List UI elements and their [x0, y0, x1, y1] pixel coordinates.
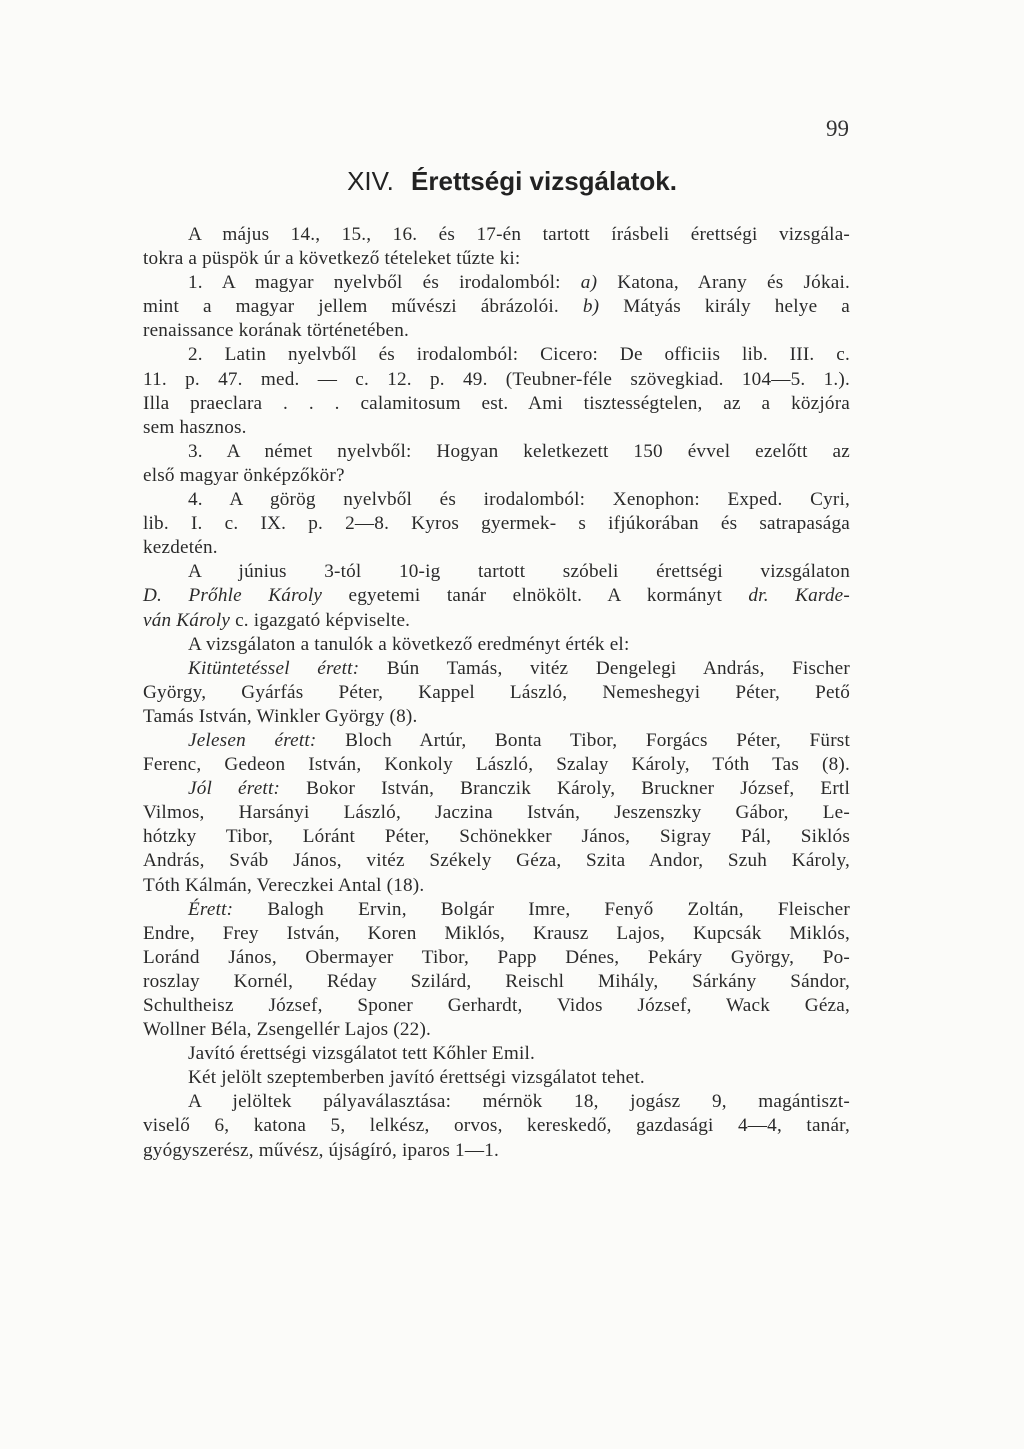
text-run: viselő 6, katona 5, lelkész, orvos, kereskedő, gazdasági 4—4, tanár,: [143, 1115, 850, 1137]
text-line: [143, 536, 850, 560]
text-line: [143, 633, 850, 657]
text-line: [143, 1114, 850, 1138]
text-run: Bokor István, Branczik Károly, Bruckner József, Ertl: [280, 778, 850, 800]
text-run: c. igazgató képviselte.: [230, 609, 411, 631]
text-line: [143, 849, 850, 873]
text-run: Tóth Kálmán, Vereczkei Antal (18).: [143, 874, 425, 896]
text-run: Javító érettségi vizsgálatot tett Kőhler Emil.: [188, 1043, 536, 1065]
text-run: 2. Latin nyelvből és irodalomból: Cicero: De officiis lib. III. c.: [188, 344, 850, 366]
text-line: [143, 729, 850, 753]
text-line: [143, 657, 850, 681]
text-run: 4. A görög nyelvből és irodalomból: Xenophon: Exped. Cyri,: [188, 489, 850, 511]
text-line: [143, 223, 850, 247]
chapter-number: XIV.: [347, 166, 394, 196]
text-line: [143, 464, 850, 488]
text-line: [143, 247, 850, 271]
text-run: András, Sváb János, vitéz Székely Géza, Szita Andor, Szuh Károly,: [143, 850, 850, 872]
text-line: [143, 416, 850, 440]
text-line: [143, 319, 850, 343]
text-line: [143, 1018, 850, 1042]
text-line: [143, 777, 850, 801]
text-run: Katona, Arany és Jókai.: [597, 272, 850, 294]
text-line: [143, 343, 850, 367]
text-run: A vizsgálaton a tanulók a következő eredményt érték el:: [188, 633, 630, 655]
text-run: egyetemi tanár elnökölt. A kormányt: [322, 585, 749, 607]
text-line: [143, 1066, 850, 1090]
text-line: [143, 898, 850, 922]
italic-text: Jelesen érett:: [188, 729, 317, 751]
text-line: [143, 295, 850, 319]
italic-text: Érett:: [188, 898, 234, 920]
text-line: [143, 1090, 850, 1114]
text-run: gyógyszerész, művész, újságíró, iparos 1—1.: [143, 1139, 500, 1161]
text-run: A május 14., 15., 16. és 17-én tartott írásbeli érettségi vizsgála-: [188, 224, 850, 245]
text-line: [143, 512, 850, 536]
text-run: roszlay Kornél, Réday Szilárd, Reischl Mihály, Sárkány Sándor,: [143, 970, 850, 992]
text-run: renaissance korának történetében.: [143, 320, 410, 342]
text-run: tokra a püspök úr a következő tételeket tűzte ki:: [143, 248, 521, 270]
body-text: [143, 223, 850, 1163]
text-line: [143, 825, 850, 849]
text-run: Két jelölt szeptemberben javító érettségi vizsgálatot tehet.: [188, 1067, 645, 1089]
text-run: Bún Tamás, vitéz Dengelegi András, Fischer: [359, 657, 850, 679]
text-run: kezdetén.: [143, 537, 218, 559]
text-run: 1. A magyar nyelvből és irodalomból:: [188, 272, 581, 294]
text-line: [143, 874, 850, 898]
text-line: [143, 922, 850, 946]
text-line: [143, 584, 850, 608]
text-run: 11. p. 47. med. — c. 12. p. 49. (Teubner-féle szövegkiad. 104—5. 1.).: [143, 368, 850, 390]
text-line: [143, 368, 850, 392]
chapter-heading: Érettségi vizsgálatok.: [411, 166, 677, 196]
text-run: Vilmos, Harsányi László, Jaczina István, Jeszenszky Gábor, Le-: [143, 802, 850, 824]
text-run: A június 3-tól 10-ig tartott szóbeli érettségi vizsgálaton: [188, 561, 850, 583]
text-run: hótzky Tibor, Lóránt Péter, Schönekker János, Sigray Pál, Siklós: [143, 826, 850, 848]
text-run: mint a magyar jellem művészi ábrázolói.: [143, 296, 583, 318]
text-run: Wollner Béla, Zsengellér Lajos (22).: [143, 1019, 432, 1041]
text-run: első magyar önképzőkör?: [143, 464, 345, 486]
text-run: György, Gyárfás Péter, Kappel László, Nemeshegyi Péter, Pető: [143, 681, 850, 703]
text-run: lib. I. c. IX. p. 2—8. Kyros gyermek- s ifjúkorában és satrapasága: [143, 513, 850, 535]
text-line: [143, 681, 850, 705]
italic-text: Kitüntetéssel érett:: [188, 657, 360, 679]
page-number: 99: [826, 116, 849, 141]
text-run: Tamás István, Winkler György (8).: [143, 705, 418, 727]
text-line: [143, 946, 850, 970]
text-run: Loránd János, Obermayer Tibor, Papp Dénes, Pekáry György, Po-: [143, 946, 850, 968]
text-run: Bloch Artúr, Bonta Tibor, Forgács Péter, Fürst: [316, 729, 850, 751]
text-line: [143, 440, 850, 464]
text-line: [143, 801, 850, 825]
italic-text: ván Károly: [143, 609, 231, 631]
text-line: [143, 1042, 850, 1066]
text-line: [143, 994, 850, 1018]
text-line: [143, 1139, 850, 1163]
italic-text: Jól érett:: [188, 778, 281, 800]
text-run: Schultheisz József, Sponer Gerhardt, Vidos József, Wack Géza,: [143, 995, 850, 1016]
chapter-title: [0, 166, 1024, 197]
italic-text: b): [582, 296, 600, 318]
italic-text: dr. Karde-: [748, 585, 850, 607]
text-run: A jelöltek pályaválasztása: mérnök 18, jogász 9, magántiszt-: [188, 1091, 850, 1113]
text-run: Ferenc, Gedeon István, Konkoly László, Szalay Károly, Tóth Tas (8).: [143, 754, 850, 776]
text-run: Illa praeclara . . . calamitosum est. Ami tisztességtelen, az a közjóra: [143, 392, 850, 414]
text-line: [143, 488, 850, 512]
text-line: [143, 705, 850, 729]
text-line: [143, 271, 850, 295]
text-line: [143, 560, 850, 584]
text-run: sem hasznos.: [143, 416, 247, 438]
italic-text: a): [580, 272, 598, 294]
text-run: Balogh Ervin, Bolgár Imre, Fenyő Zoltán, Fleischer: [233, 898, 850, 920]
text-line: [143, 970, 850, 994]
text-line: [143, 753, 850, 777]
text-run: Mátyás király helye a: [599, 296, 850, 318]
text-run: Endre, Frey István, Koren Miklós, Krausz Lajos, Kupcsák Miklós,: [143, 922, 850, 944]
text-line: [143, 609, 850, 633]
text-line: [143, 392, 850, 416]
italic-text: D. Prőhle Károly: [143, 585, 323, 607]
text-run: 3. A német nyelvből: Hogyan keletkezett 150 évvel ezelőtt az: [188, 440, 850, 462]
